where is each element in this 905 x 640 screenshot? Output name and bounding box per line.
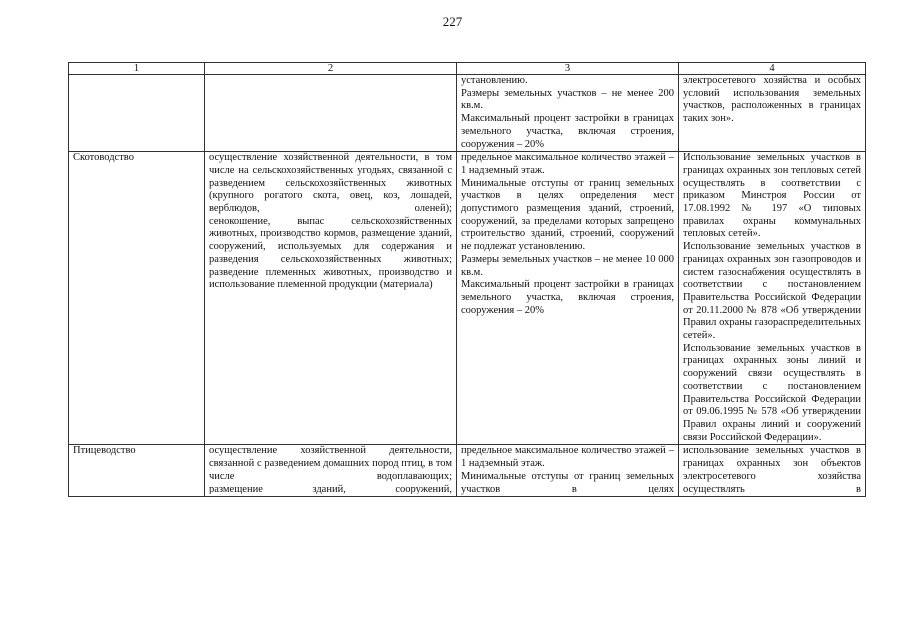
cell-paragraph: осуществление хозяйственной деятельности, в том числе на сельскохозяйственных угодьях, связанной с разведением сельскохозяйственных животных (крупного рогатого скота, овец, коз, лошадей, верблюдов, оленей);	[209, 152, 452, 215]
description-cell	[205, 152, 457, 445]
column-header: 2	[205, 63, 457, 75]
cell-paragraph: Максимальный процент застройки в границах земельного участка, включая строения, сооружения – 20%	[461, 279, 674, 316]
cell-paragraph: разведение племенных животных, производство и использование племенной продукции (материала)	[209, 266, 452, 291]
description-cell	[205, 75, 457, 152]
restrictions-cell	[679, 152, 866, 445]
description-cell	[205, 445, 457, 497]
parameters-cell	[457, 445, 679, 497]
cell-paragraph: предельное максимальное количество этажей – 1 надземный этаж.	[461, 445, 674, 470]
cell-paragraph: Размеры земельных участков – не менее 10 000 кв.м.	[461, 253, 674, 278]
use-name-cell	[69, 152, 205, 445]
cell-paragraph: установлению.	[461, 75, 528, 86]
cell-paragraph: Использование земельных участков в границах охранных зон газопроводов и систем газоснабжения осуществлять в соответствии с постановлением Правительства Российской Федерации от 20.11.2000 № 878 «Об утверждении Правил охраны газораспределительных сетей».	[683, 241, 861, 342]
cell-paragraph: Размеры земельных участков – не менее 200 кв.м.	[461, 87, 674, 112]
cell-paragraph: Минимальные отступы от границ земельных участков в целях	[461, 470, 674, 495]
cell-paragraph: осуществление хозяйственной деятельности, связанной с разведением домашних пород птиц, в том числе водоплавающих;	[209, 445, 452, 482]
use-name-cell	[69, 445, 205, 497]
restrictions-cell	[679, 75, 866, 152]
use-name-cell	[69, 75, 205, 152]
column-header: 3	[457, 63, 679, 75]
cell-paragraph: размещение зданий, сооружений,	[209, 483, 452, 494]
table-row	[69, 152, 866, 445]
regulations-table	[68, 62, 866, 497]
cell-paragraph: сенокошение, выпас сельскохозяйственных животных, производство кормов, размещение зданий, сооружений, используемых для содержания и разведения сельскохозяйственных животных;	[209, 215, 452, 265]
page-number: 227	[442, 14, 463, 29]
cell-paragraph: электросетевого хозяйства и особых условий использования земельных участков, расположенных в границах таких зон».	[683, 75, 861, 125]
table-header-row	[69, 63, 866, 75]
cell-paragraph: предельное максимальное количество этажей – 1 надземный этаж.	[461, 152, 674, 176]
table-row	[69, 75, 866, 152]
cell-paragraph: использование земельных участков в границах охранных зон объектов электросетевого хозяйства осуществлять в	[683, 445, 861, 495]
use-name: Птицеводство	[73, 445, 136, 457]
use-name: Скотоводство	[73, 152, 134, 164]
column-header: 1	[69, 63, 205, 75]
cell-paragraph: Максимальный процент застройки в границах земельного участка, включая строения, сооружения – 20%	[461, 113, 674, 150]
parameters-cell	[457, 152, 679, 445]
cell-paragraph: Использование земельных участков в границах охранных зон тепловых сетей осуществлять в соответствии с приказом Минстроя России от 17.08.1992 № 197 «О типовых правилах охраны коммунальных тепловых сетей».	[683, 152, 861, 240]
restrictions-cell	[679, 445, 866, 497]
cell-paragraph: Использование земельных участков в границах охранных зоны линий и сооружений связи осуществлять в соответствии с постановлением Правительства Российской Федерации от 09.06.1995 № 578 «Об утверждении Правил охраны линий и сооружений связи Российской Федерации».	[683, 342, 861, 443]
table-row	[69, 445, 866, 497]
cell-paragraph: Минимальные отступы от границ земельных участков в целях определения мест допустимого размещения зданий, строений, сооружений, за пределами которых запрещено строительство зданий, строений, сооружений не подлежат установлению.	[461, 177, 674, 253]
column-header: 4	[679, 63, 866, 75]
parameters-cell	[457, 75, 679, 152]
